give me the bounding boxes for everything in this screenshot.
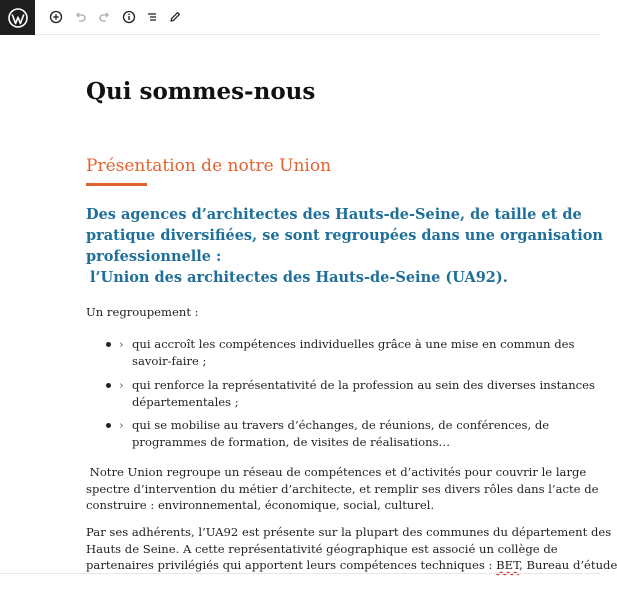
redo-icon: [98, 10, 112, 24]
editor-toolbar: [0, 0, 600, 35]
add-block-button[interactable]: [47, 8, 65, 26]
plus-circle-icon: [49, 10, 63, 24]
pencil-icon: [168, 10, 182, 24]
list-view-icon: [145, 10, 159, 24]
paragraph-line: [86, 557, 617, 574]
wordpress-logo-icon[interactable]: [0, 0, 35, 35]
list-item-line: qui renforce la représentativité de la profession au sein des diverses instances: [132, 378, 595, 392]
details-button[interactable]: [120, 8, 138, 26]
intro-line: pratique diversifiées, se sont regroupées dans une organisation: [86, 227, 603, 244]
list-item-line: départementales ;: [132, 394, 239, 409]
intro-paragraph[interactable]: [86, 204, 603, 288]
page-title[interactable]: Qui sommes-nous: [86, 78, 316, 105]
regroupement-label[interactable]: [86, 304, 199, 321]
union-paragraph[interactable]: [86, 464, 599, 514]
intro-line: professionnelle :: [86, 248, 222, 265]
intro-line: Des agences d’architectes des Hauts-de-Seine, de taille et de: [86, 206, 582, 223]
regroupement-text: Un regroupement :: [86, 305, 199, 319]
tools-button[interactable]: [166, 8, 184, 26]
paragraph-text: partenaires privilégiés qui apportent leurs compétences techniques :: [86, 558, 497, 572]
intro-line: l’Union des architectes des Hauts-de-Seine (UA92).: [90, 269, 508, 286]
undo-button[interactable]: [71, 8, 89, 26]
chevron-right-icon: ›: [119, 418, 124, 432]
bullet-dot: [106, 423, 111, 428]
heading-underline: [86, 183, 147, 186]
chevron-right-icon: ›: [119, 378, 124, 392]
chevron-right-icon: ›: [119, 337, 124, 351]
list-item-line: qui accroît les compétences individuelles grâce à une mise en commun des: [132, 337, 575, 351]
redo-button[interactable]: [96, 8, 114, 26]
paragraph-line: Hauts de Seine. A cette représentativité géographique est associé un collège de: [86, 541, 558, 556]
paragraph-text: , Bureau d’étude: [519, 558, 617, 572]
paragraph-line: Par ses adhérents, l’UA92 est présente sur la plupart des communes du département des: [86, 525, 612, 539]
list-item-line: qui se mobilise au travers d’échanges, de réunions, de conférences, de: [132, 418, 550, 432]
list-view-button[interactable]: [143, 8, 161, 26]
paragraph-line: construire : environnemental, économique, social, culturel.: [86, 498, 435, 512]
info-icon: [122, 10, 136, 24]
undo-icon: [73, 10, 87, 24]
bullet-dot: [106, 342, 111, 347]
list-item-line: savoir-faire ;: [132, 353, 207, 368]
list-item-line: programmes de formation, de visites de réalisations…: [132, 434, 451, 449]
paragraph-line: Notre Union regroupe un réseau de compétences et d’activités pour couvrir le large: [86, 465, 587, 479]
canvas-bottom-border: [0, 573, 600, 574]
section-heading[interactable]: Présentation de notre Union: [86, 156, 332, 176]
paragraph-line: spectre d’intervention du métier d’architecte, et remplir ses divers rôles dans l’acte de: [86, 481, 599, 496]
spellcheck-word[interactable]: BET: [496, 558, 520, 572]
adherents-paragraph[interactable]: [86, 524, 617, 574]
bullet-dot: [106, 383, 111, 388]
